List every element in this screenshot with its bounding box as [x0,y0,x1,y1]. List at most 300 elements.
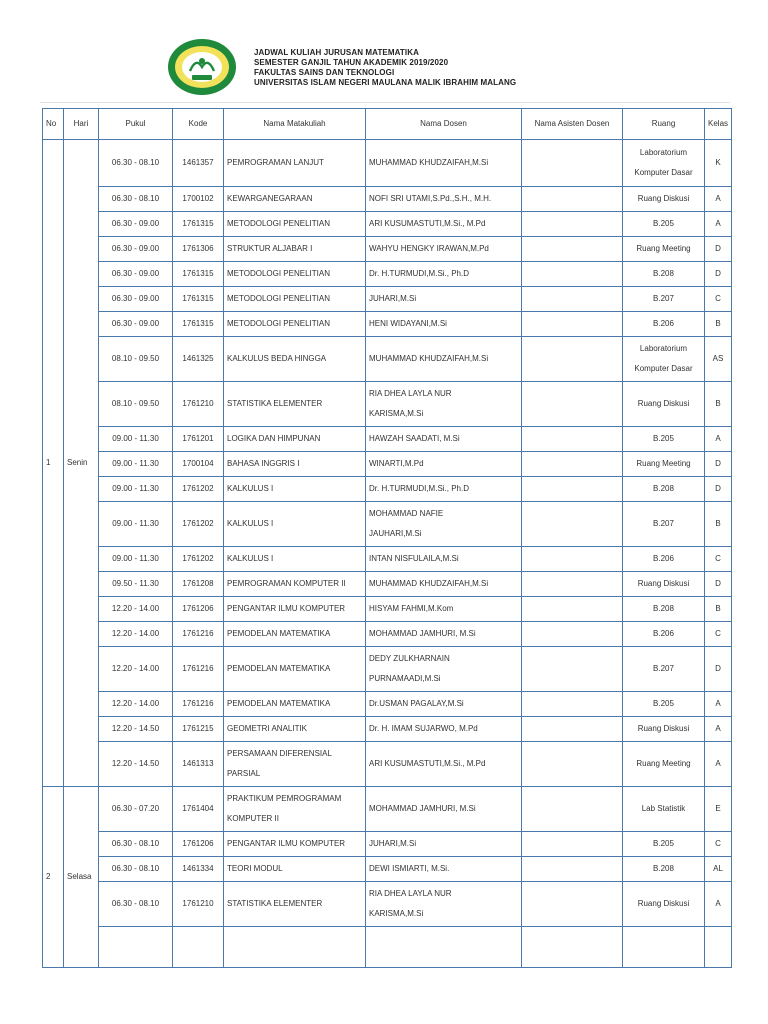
cell-ruang-line: Ruang Diskusi [637,579,690,588]
cell-kode: 1761306 [173,237,224,262]
cell-pukul: 06.30 - 09.00 [99,262,173,287]
cell-kelas: D [705,572,732,597]
cell-pukul: 09.50 - 11.30 [99,572,173,597]
col-header-matakuliah: Nama Matakuliah [224,109,366,140]
cell-kode: 1761216 [173,692,224,717]
table-row [43,427,732,452]
cell-matakuliah-line: KALKULUS I [227,554,274,563]
table-row [43,262,732,287]
cell-matakuliah [224,572,366,597]
cell-ruang [623,882,705,927]
cell-kelas: A [705,882,732,927]
cell-ruang-line: Komputer Dasar [634,364,693,373]
cell-kelas: C [705,547,732,572]
cell-ruang-line: B.208 [653,864,674,873]
cell-ruang [623,692,705,717]
cell-dosen-line: HAWZAH SAADATI, M.Si [369,434,460,443]
document-header [0,0,768,100]
cell-pukul: 08.10 - 09.50 [99,337,173,382]
cell-dosen [366,787,522,832]
cell-matakuliah [224,382,366,427]
table-row [43,882,732,927]
cell-pukul: 09.00 - 11.30 [99,452,173,477]
col-header-dosen: Nama Dosen [366,109,522,140]
cell-asisten [522,427,623,452]
cell-ruang-line: Laboratorium [639,148,688,157]
cell-kelas: B [705,502,732,547]
cell-asisten [522,742,623,787]
cell-kode: 1461313 [173,742,224,787]
cell-kelas: A [705,187,732,212]
table-row [43,547,732,572]
col-header-ruang: Ruang [623,109,705,140]
cell-dosen [366,647,522,692]
cell-matakuliah [224,927,366,968]
cell-ruang-line: B.206 [653,319,674,328]
cell-pukul [99,927,173,968]
cell-ruang [623,832,705,857]
table-row [43,337,732,382]
cell-kode: 1761404 [173,787,224,832]
cell-pukul: 06.30 - 09.00 [99,312,173,337]
cell-matakuliah [224,597,366,622]
cell-matakuliah-line: LOGIKA DAN HIMPUNAN [227,434,321,443]
cell-matakuliah [224,187,366,212]
cell-ruang-line: Ruang Diskusi [637,899,690,908]
cell-ruang-line: Ruang Diskusi [637,399,690,408]
cell-matakuliah [224,452,366,477]
cell-ruang-line: B.208 [653,269,674,278]
cell-matakuliah-line: STATISTIKA ELEMENTER [227,399,323,408]
cell-dosen-line: Dr.USMAN PAGALAY,M.Si [369,699,464,708]
cell-pukul: 12.20 - 14.50 [99,717,173,742]
cell-ruang [623,502,705,547]
cell-matakuliah [224,287,366,312]
table-row [43,477,732,502]
cell-dosen-line: MOHAMMAD NAFIE [369,509,444,518]
table-row [43,382,732,427]
cell-kelas: A [705,427,732,452]
table-row [43,140,732,187]
cell-matakuliah-line: KALKULUS BEDA HINGGA [227,354,327,363]
cell-dosen [366,452,522,477]
cell-matakuliah-line: PENGANTAR ILMU KOMPUTER [227,604,346,613]
cell-dosen [366,287,522,312]
cell-matakuliah [224,857,366,882]
cell-asisten [522,597,623,622]
table-row [43,312,732,337]
cell-dosen-line: MUHAMMAD KHUDZAIFAH,M.Si [369,354,489,363]
cell-ruang-line: Ruang Diskusi [637,724,690,733]
cell-matakuliah-line: TEORI MODUL [227,864,283,873]
cell-dosen-line: KARISMA,M.Si [369,909,424,918]
cell-dosen-line: JAUHARI,M.Si [369,529,422,538]
table-row [43,692,732,717]
cell-pukul: 12.20 - 14.00 [99,622,173,647]
cell-dosen-line: Dr. H.TURMUDI,M.Si., Ph.D [369,484,470,493]
cell-matakuliah [224,547,366,572]
cell-asisten [522,547,623,572]
cell-ruang [623,212,705,237]
cell-matakuliah-line: PEMROGRAMAN LANJUT [227,158,324,167]
cell-kelas: K [705,140,732,187]
cell-kode [173,927,224,968]
cell-kelas: C [705,287,732,312]
cell-dosen [366,597,522,622]
cell-dosen-line: INTAN NISFULAILA,M.Si [369,554,459,563]
col-header-asisten: Nama Asisten Dosen [522,109,623,140]
cell-kode: 1761202 [173,502,224,547]
cell-kode: 1761315 [173,262,224,287]
cell-dosen-line: MUHAMMAD KHUDZAIFAH,M.Si [369,158,489,167]
title-line-1: JADWAL KULIAH JURUSAN MATEMATIKA [254,48,419,57]
cell-dosen-line: MUHAMMAD KHUDZAIFAH,M.Si [369,579,489,588]
cell-kode: 1761315 [173,212,224,237]
cell-kode: 1700104 [173,452,224,477]
cell-pukul: 06.30 - 07.20 [99,787,173,832]
cell-dosen [366,717,522,742]
cell-ruang-line: B.208 [653,604,674,613]
cell-ruang [623,187,705,212]
table-row [43,742,732,787]
cell-ruang-line: B.205 [653,699,674,708]
cell-ruang-line: B.205 [653,434,674,443]
cell-kelas: B [705,382,732,427]
cell-matakuliah-line: STATISTIKA ELEMENTER [227,899,323,908]
cell-kode: 1761315 [173,287,224,312]
cell-pukul: 12.20 - 14.00 [99,597,173,622]
cell-pukul: 09.00 - 11.30 [99,547,173,572]
cell-pukul: 06.30 - 09.00 [99,287,173,312]
cell-kode: 1761208 [173,572,224,597]
cell-pukul: 06.30 - 08.10 [99,187,173,212]
col-header-kelas: Kelas [705,109,732,140]
table-row [43,237,732,262]
cell-dosen [366,382,522,427]
cell-dosen [366,237,522,262]
cell-matakuliah [224,140,366,187]
cell-ruang-line: Ruang Diskusi [637,194,690,203]
document-title [254,48,516,88]
day-label: Selasa [64,787,99,968]
cell-matakuliah [224,237,366,262]
cell-asisten [522,140,623,187]
cell-dosen [366,547,522,572]
cell-dosen [366,502,522,547]
cell-dosen [366,622,522,647]
cell-kode: 1761216 [173,622,224,647]
cell-matakuliah-line: PRAKTIKUM PEMROGRAMAM [227,794,342,803]
row-number: 1 [43,140,64,787]
cell-dosen-line: KARISMA,M.Si [369,409,424,418]
cell-ruang [623,477,705,502]
cell-ruang [623,140,705,187]
table-row [43,597,732,622]
cell-matakuliah-line: KALKULUS I [227,519,274,528]
cell-ruang-line: Laboratorium [639,344,688,353]
table-row [43,857,732,882]
cell-matakuliah [224,742,366,787]
cell-kode: 1761315 [173,312,224,337]
cell-asisten [522,312,623,337]
cell-matakuliah-line: METODOLOGI PENELITIAN [227,294,330,303]
table-row [43,647,732,692]
table-row [43,212,732,237]
cell-ruang [623,857,705,882]
cell-matakuliah-line: PEMODELAN MATEMATIKA [227,664,331,673]
cell-ruang [623,717,705,742]
cell-kelas: A [705,717,732,742]
cell-dosen [366,140,522,187]
cell-asisten [522,262,623,287]
cell-kelas: D [705,647,732,692]
cell-ruang [623,742,705,787]
cell-kode: 1761210 [173,882,224,927]
cell-ruang-line: B.206 [653,629,674,638]
cell-matakuliah [224,622,366,647]
cell-pukul: 06.30 - 08.10 [99,832,173,857]
cell-dosen [366,427,522,452]
table-header-row [43,109,732,140]
cell-dosen-line: WAHYU HENGKY IRAWAN,M.Pd [369,244,489,253]
cell-dosen-line: JUHARI,M.Si [369,294,417,303]
university-logo-icon [166,37,238,97]
cell-kelas: D [705,262,732,287]
cell-kelas: E [705,787,732,832]
cell-matakuliah [224,262,366,287]
cell-matakuliah [224,312,366,337]
table-row [43,502,732,547]
cell-ruang [623,262,705,287]
cell-matakuliah-line: METODOLOGI PENELITIAN [227,269,330,278]
cell-asisten [522,692,623,717]
cell-matakuliah-line: PEMODELAN MATEMATIKA [227,629,331,638]
cell-dosen [366,572,522,597]
cell-ruang-line: B.207 [653,519,674,528]
table-body [43,140,732,968]
cell-kode: 1461325 [173,337,224,382]
cell-kode: 1761215 [173,717,224,742]
cell-pukul: 06.30 - 08.10 [99,882,173,927]
cell-matakuliah-line: STRUKTUR ALJABAR I [227,244,313,253]
cell-pukul: 12.20 - 14.00 [99,692,173,717]
cell-matakuliah [224,477,366,502]
row-number: 2 [43,787,64,968]
cell-dosen-line: WINARTI,M.Pd [369,459,424,468]
cell-ruang-line: B.205 [653,839,674,848]
cell-asisten [522,237,623,262]
cell-dosen [366,692,522,717]
cell-kelas: B [705,597,732,622]
cell-pukul: 08.10 - 09.50 [99,382,173,427]
table-row [43,187,732,212]
cell-dosen [366,187,522,212]
cell-matakuliah [224,717,366,742]
cell-kelas: AL [705,857,732,882]
cell-kelas: B [705,312,732,337]
cell-kode: 1700102 [173,187,224,212]
cell-dosen [366,832,522,857]
cell-dosen-line: NOFI SRI UTAMI,S.Pd.,S.H., M.H. [369,194,492,203]
cell-kelas: C [705,832,732,857]
cell-dosen-line: MOHAMMAD JAMHURI, M.Si [369,804,476,813]
cell-asisten [522,572,623,597]
cell-asisten [522,622,623,647]
cell-matakuliah-line: PEMODELAN MATEMATIKA [227,699,331,708]
cell-pukul: 09.00 - 11.30 [99,427,173,452]
cell-asisten [522,187,623,212]
col-header-hari: Hari [64,109,99,140]
cell-ruang-line: B.208 [653,484,674,493]
cell-ruang [623,312,705,337]
cell-dosen [366,857,522,882]
title-line-3: FAKULTAS SAINS DAN TEKNOLOGI [254,68,395,77]
cell-matakuliah-line: KALKULUS I [227,484,274,493]
cell-ruang [623,237,705,262]
header-divider [40,102,730,103]
cell-kelas [705,927,732,968]
cell-kelas: D [705,237,732,262]
cell-ruang-line: Komputer Dasar [634,168,693,177]
table-row [43,927,732,968]
cell-ruang-line: Ruang Meeting [636,244,691,253]
cell-kode: 1761201 [173,427,224,452]
cell-dosen-line: PURNAMAADI,M.Si [369,674,441,683]
cell-dosen [366,212,522,237]
cell-ruang [623,927,705,968]
cell-asisten [522,787,623,832]
table-row [43,717,732,742]
table-row [43,572,732,597]
table-row [43,787,732,832]
cell-asisten [522,337,623,382]
cell-kode: 1761202 [173,547,224,572]
cell-pukul: 09.00 - 11.30 [99,502,173,547]
cell-kode: 1761216 [173,647,224,692]
cell-ruang [623,647,705,692]
col-header-no: No [43,109,64,140]
cell-dosen [366,312,522,337]
cell-kode: 1761210 [173,382,224,427]
cell-matakuliah [224,502,366,547]
cell-matakuliah-line: METODOLOGI PENELITIAN [227,219,330,228]
schedule-table [42,108,732,968]
cell-kelas: A [705,692,732,717]
cell-kode: 1761202 [173,477,224,502]
cell-dosen [366,477,522,502]
cell-ruang-line: B.206 [653,554,674,563]
cell-dosen-line: MOHAMMAD JAMHURI, M.Si [369,629,476,638]
cell-pukul: 06.30 - 09.00 [99,212,173,237]
cell-ruang-line: Ruang Meeting [636,759,691,768]
cell-ruang [623,427,705,452]
cell-kelas: D [705,452,732,477]
cell-ruang [623,547,705,572]
cell-matakuliah [224,692,366,717]
cell-dosen-line: DEDY ZULKHARNAIN [369,654,450,663]
cell-dosen-line: RIA DHEA LAYLA NUR [369,389,452,398]
cell-dosen [366,337,522,382]
col-header-pukul: Pukul [99,109,173,140]
cell-ruang [623,597,705,622]
cell-matakuliah-line: PEMROGRAMAN KOMPUTER II [227,579,346,588]
cell-matakuliah-line: METODOLOGI PENELITIAN [227,319,330,328]
cell-pukul: 06.30 - 09.00 [99,237,173,262]
table-row [43,832,732,857]
cell-kode: 1461357 [173,140,224,187]
cell-dosen [366,927,522,968]
cell-asisten [522,832,623,857]
cell-matakuliah [224,882,366,927]
cell-asisten [522,452,623,477]
cell-ruang-line: Ruang Meeting [636,459,691,468]
cell-matakuliah [224,337,366,382]
cell-dosen [366,742,522,787]
cell-ruang-line: B.207 [653,294,674,303]
cell-kelas: A [705,742,732,787]
cell-kode: 1461334 [173,857,224,882]
table-row [43,287,732,312]
cell-dosen-line: DEWI ISMIARTI, M.Si. [369,864,450,873]
cell-asisten [522,882,623,927]
cell-dosen-line: ARI KUSUMASTUTI,M.Si., M.Pd [369,219,486,228]
cell-kelas: A [705,212,732,237]
title-line-4: UNIVERSITAS ISLAM NEGERI MAULANA MALIK IBRAHIM MALANG [254,78,517,87]
cell-matakuliah [224,427,366,452]
day-label: Senin [64,140,99,787]
cell-matakuliah-line: PARSIAL [227,769,261,778]
cell-ruang-line: B.205 [653,219,674,228]
cell-asisten [522,857,623,882]
cell-asisten [522,502,623,547]
cell-pukul: 09.00 - 11.30 [99,477,173,502]
cell-ruang [623,452,705,477]
cell-dosen-line: ARI KUSUMASTUTI,M.Si., M.Pd [369,759,486,768]
cell-kelas: D [705,477,732,502]
cell-dosen [366,262,522,287]
cell-ruang [623,622,705,647]
cell-pukul: 06.30 - 08.10 [99,140,173,187]
cell-ruang [623,572,705,597]
table-row [43,622,732,647]
cell-dosen-line: RIA DHEA LAYLA NUR [369,889,452,898]
cell-asisten [522,717,623,742]
cell-asisten [522,382,623,427]
cell-ruang-line: B.207 [653,664,674,673]
cell-dosen-line: Dr. H.TURMUDI,M.Si., Ph.D [369,269,470,278]
cell-kelas: AS [705,337,732,382]
cell-kode: 1761206 [173,832,224,857]
cell-dosen [366,882,522,927]
cell-matakuliah-line: GEOMETRI ANALITIK [227,724,308,733]
cell-asisten [522,927,623,968]
cell-asisten [522,477,623,502]
cell-kode: 1761206 [173,597,224,622]
cell-matakuliah-line: PERSAMAAN DIFERENSIAL [227,749,332,758]
cell-ruang [623,382,705,427]
cell-pukul: 12.20 - 14.50 [99,742,173,787]
table-row [43,452,732,477]
cell-ruang [623,337,705,382]
cell-matakuliah-line: KOMPUTER II [227,814,280,823]
page-bottom-margin [0,988,768,1024]
cell-matakuliah-line: PENGANTAR ILMU KOMPUTER [227,839,346,848]
cell-dosen-line: JUHARI,M.Si [369,839,417,848]
cell-asisten [522,647,623,692]
cell-dosen-line: Dr. H. IMAM SUJARWO, M.Pd [369,724,478,733]
title-line-2: SEMESTER GANJIL TAHUN AKADEMIK 2019/2020 [254,58,449,67]
cell-pukul: 06.30 - 08.10 [99,857,173,882]
